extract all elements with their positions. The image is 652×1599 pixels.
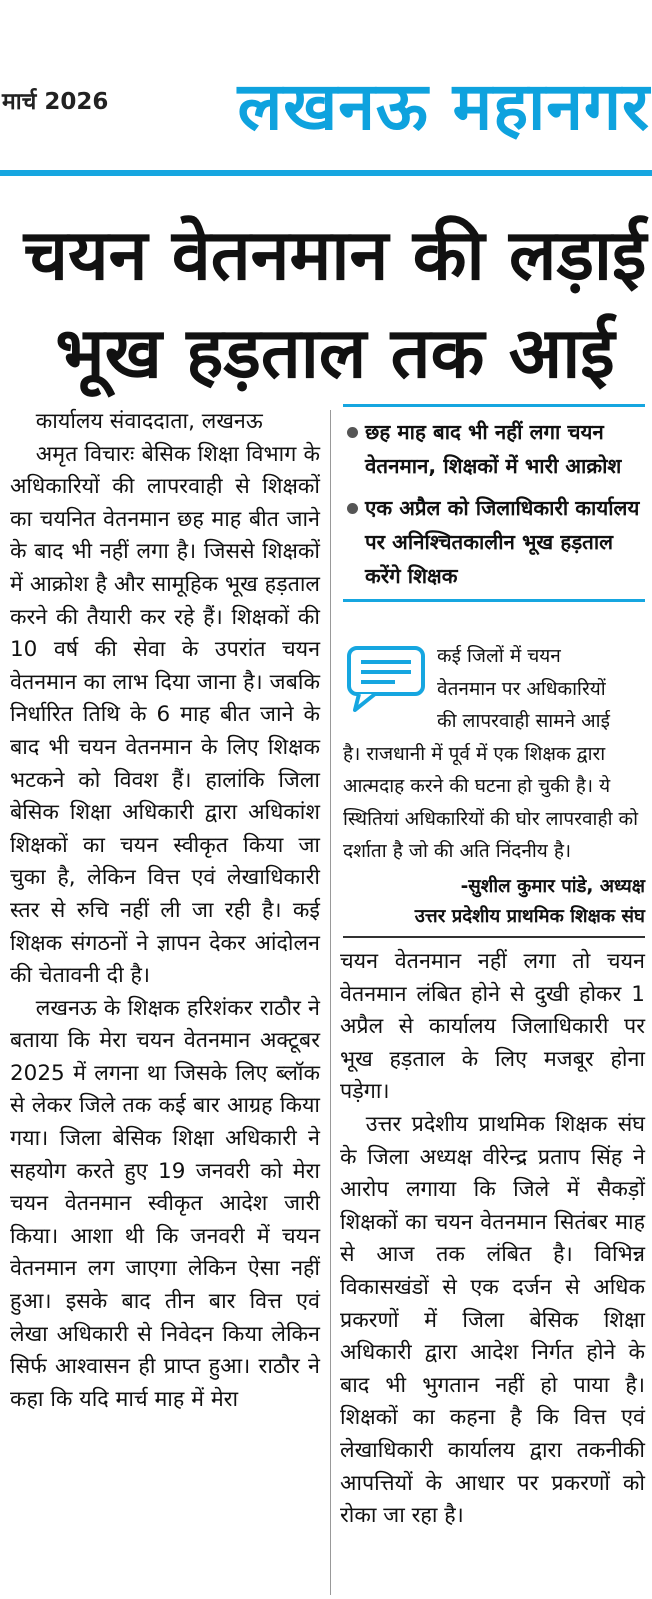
- headline-line-2: भूख हड़ताल तक आई: [55, 312, 615, 394]
- byline: कार्यालय संवाददाता, लखनऊ: [35, 409, 263, 434]
- column-divider: [330, 410, 331, 1595]
- article-paragraph: उत्तर प्रदेशीय प्राथमिक शिक्षक संघ के जिला अध्यक्ष वीरेन्द्र प्रताप सिंह ने आरोप लगाया कि जिले में सैकड़ों शिक्षकों का चयन वेतनमान सितंबर माह से आज तक लंबित है। विभिन्न विकासखंडों से एक दर्जन से अधिक प्रकरणों में जिला बेसिक शिक्षा अधिकारी द्वारा आदेश निर्गत होने के बाद भी भुगतान नहीं हो पाया है। शिक्षकों का कहना है कि वित्त एवं लेखाधिकारी कार्यालय द्वारा तकनीकी आपत्तियों के आधार पर प्रकरणों को रोका जा रहा है।: [340, 1111, 645, 1529]
- article-left-column: [10, 406, 320, 1416]
- section-title: लखनऊ महानगर: [237, 68, 650, 145]
- headline: [20, 206, 650, 402]
- article-paragraph: चयन वेतनमान नहीं लगा तो चयन वेतनमान लंबित होने से दुखी होकर 1 अप्रैल से कार्यालय जिलाधिकारी पर भूख हड़ताल के लिए मजबूर होना पड़ेगा।: [340, 949, 645, 1105]
- quote-attribution: -सुशील कुमार पांडे, अध्यक्ष उत्तर प्रदेशीय प्राथमिक शिक्षक संघ: [414, 875, 645, 927]
- bullet-dot-icon: [347, 503, 358, 514]
- article-paragraph: लखनऊ के शिक्षक हरिशंकर राठौर ने बताया कि मेरा चयन वेतनमान अक्टूबर 2025 में लगना था जिसके लिए ब्लॉक से लेकर जिले तक कई बार आग्रह किया गया। जिला बेसिक शिक्षा अधिकारी ने सहयोग करते हुए 19 जनवरी को मेरा चयन वेतनमान स्वीकृत आदेश जारी किया। आशा थी कि जनवरी में चयन वेतनमान लग जाएगा लेकिन ऐसा नहीं हुआ। इसके बाद तीन बार वित्त एवं लेखा अधिकारी से निवेदन किया लेकिन सिर्फ आश्वासन ही प्राप्त हुआ। राठौर ने कहा कि यदि मार्च माह में मेरा: [10, 995, 320, 1412]
- quote-box: [343, 640, 645, 932]
- chat-bubble-icon: [345, 644, 429, 714]
- article-paragraph: अमृत विचारः बेसिक शिक्षा विभाग के अधिकारियों की लापरवाही से शिक्षकों का चयनित वेतनमान छह माह बीत जाने के बाद भी नहीं लगा है। जिससे शिक्षकों में आक्रोश है और सामूहिक भूख हड़ताल करने की तैयारी कर रहे हैं। शिक्षकों की 10 वर्ष की सेवा के उपरांत चयन वेतनमान का लाभ दिया जाना है। जबकि निर्धारित तिथि के 6 माह बीत जाने के बाद भी चयन वेतनमान के लिए शिक्षक भटकने को विवश हैं। हालांकि जिला बेसिक शिक्षा अधिकारी द्वारा अधिकांश शिक्षकों का चयन स्वीकृत किया जा चुका है, लेकिन वित्त एवं लेखाधिकारी स्तर से रुचि नहीं ली जा रही है। कई शिक्षक संगठनों ने ज्ञापन देकर आंदोलन की चेतावनी दी है।: [10, 441, 320, 989]
- headline-line-1: चयन वेतनमान की लड़ाई: [23, 214, 647, 296]
- highlight-item: छह माह बाद भी नहीं लगा चयन वेतनमान, शिक्षकों में भारी आक्रोश: [343, 415, 645, 483]
- quote-divider: [343, 936, 645, 938]
- masthead-rule: [0, 170, 652, 176]
- masthead: [0, 0, 652, 170]
- article-right-column: [340, 946, 645, 1533]
- quote-text: कई जिलों में चयन वेतनमान पर अधिकारियों की लापरवाही सामने आई है। राजधानी में पूर्व में एक शिक्षक द्वारा आत्मदाह करने की घटना हो चुकी है। ये स्थितियां अधिकारियों की घोर लापरवाही को दर्शाता है जो की अति निंदनीय है।: [343, 645, 639, 862]
- bullet-dot-icon: [347, 427, 358, 438]
- issue-date: मार्च 2026: [2, 89, 109, 115]
- highlight-item: एक अप्रैल को जिलाधिकारी कार्यालय पर अनिश्चितकालीन भूख हड़ताल करेंगे शिक्षक: [343, 491, 645, 593]
- highlights-box: [343, 404, 645, 602]
